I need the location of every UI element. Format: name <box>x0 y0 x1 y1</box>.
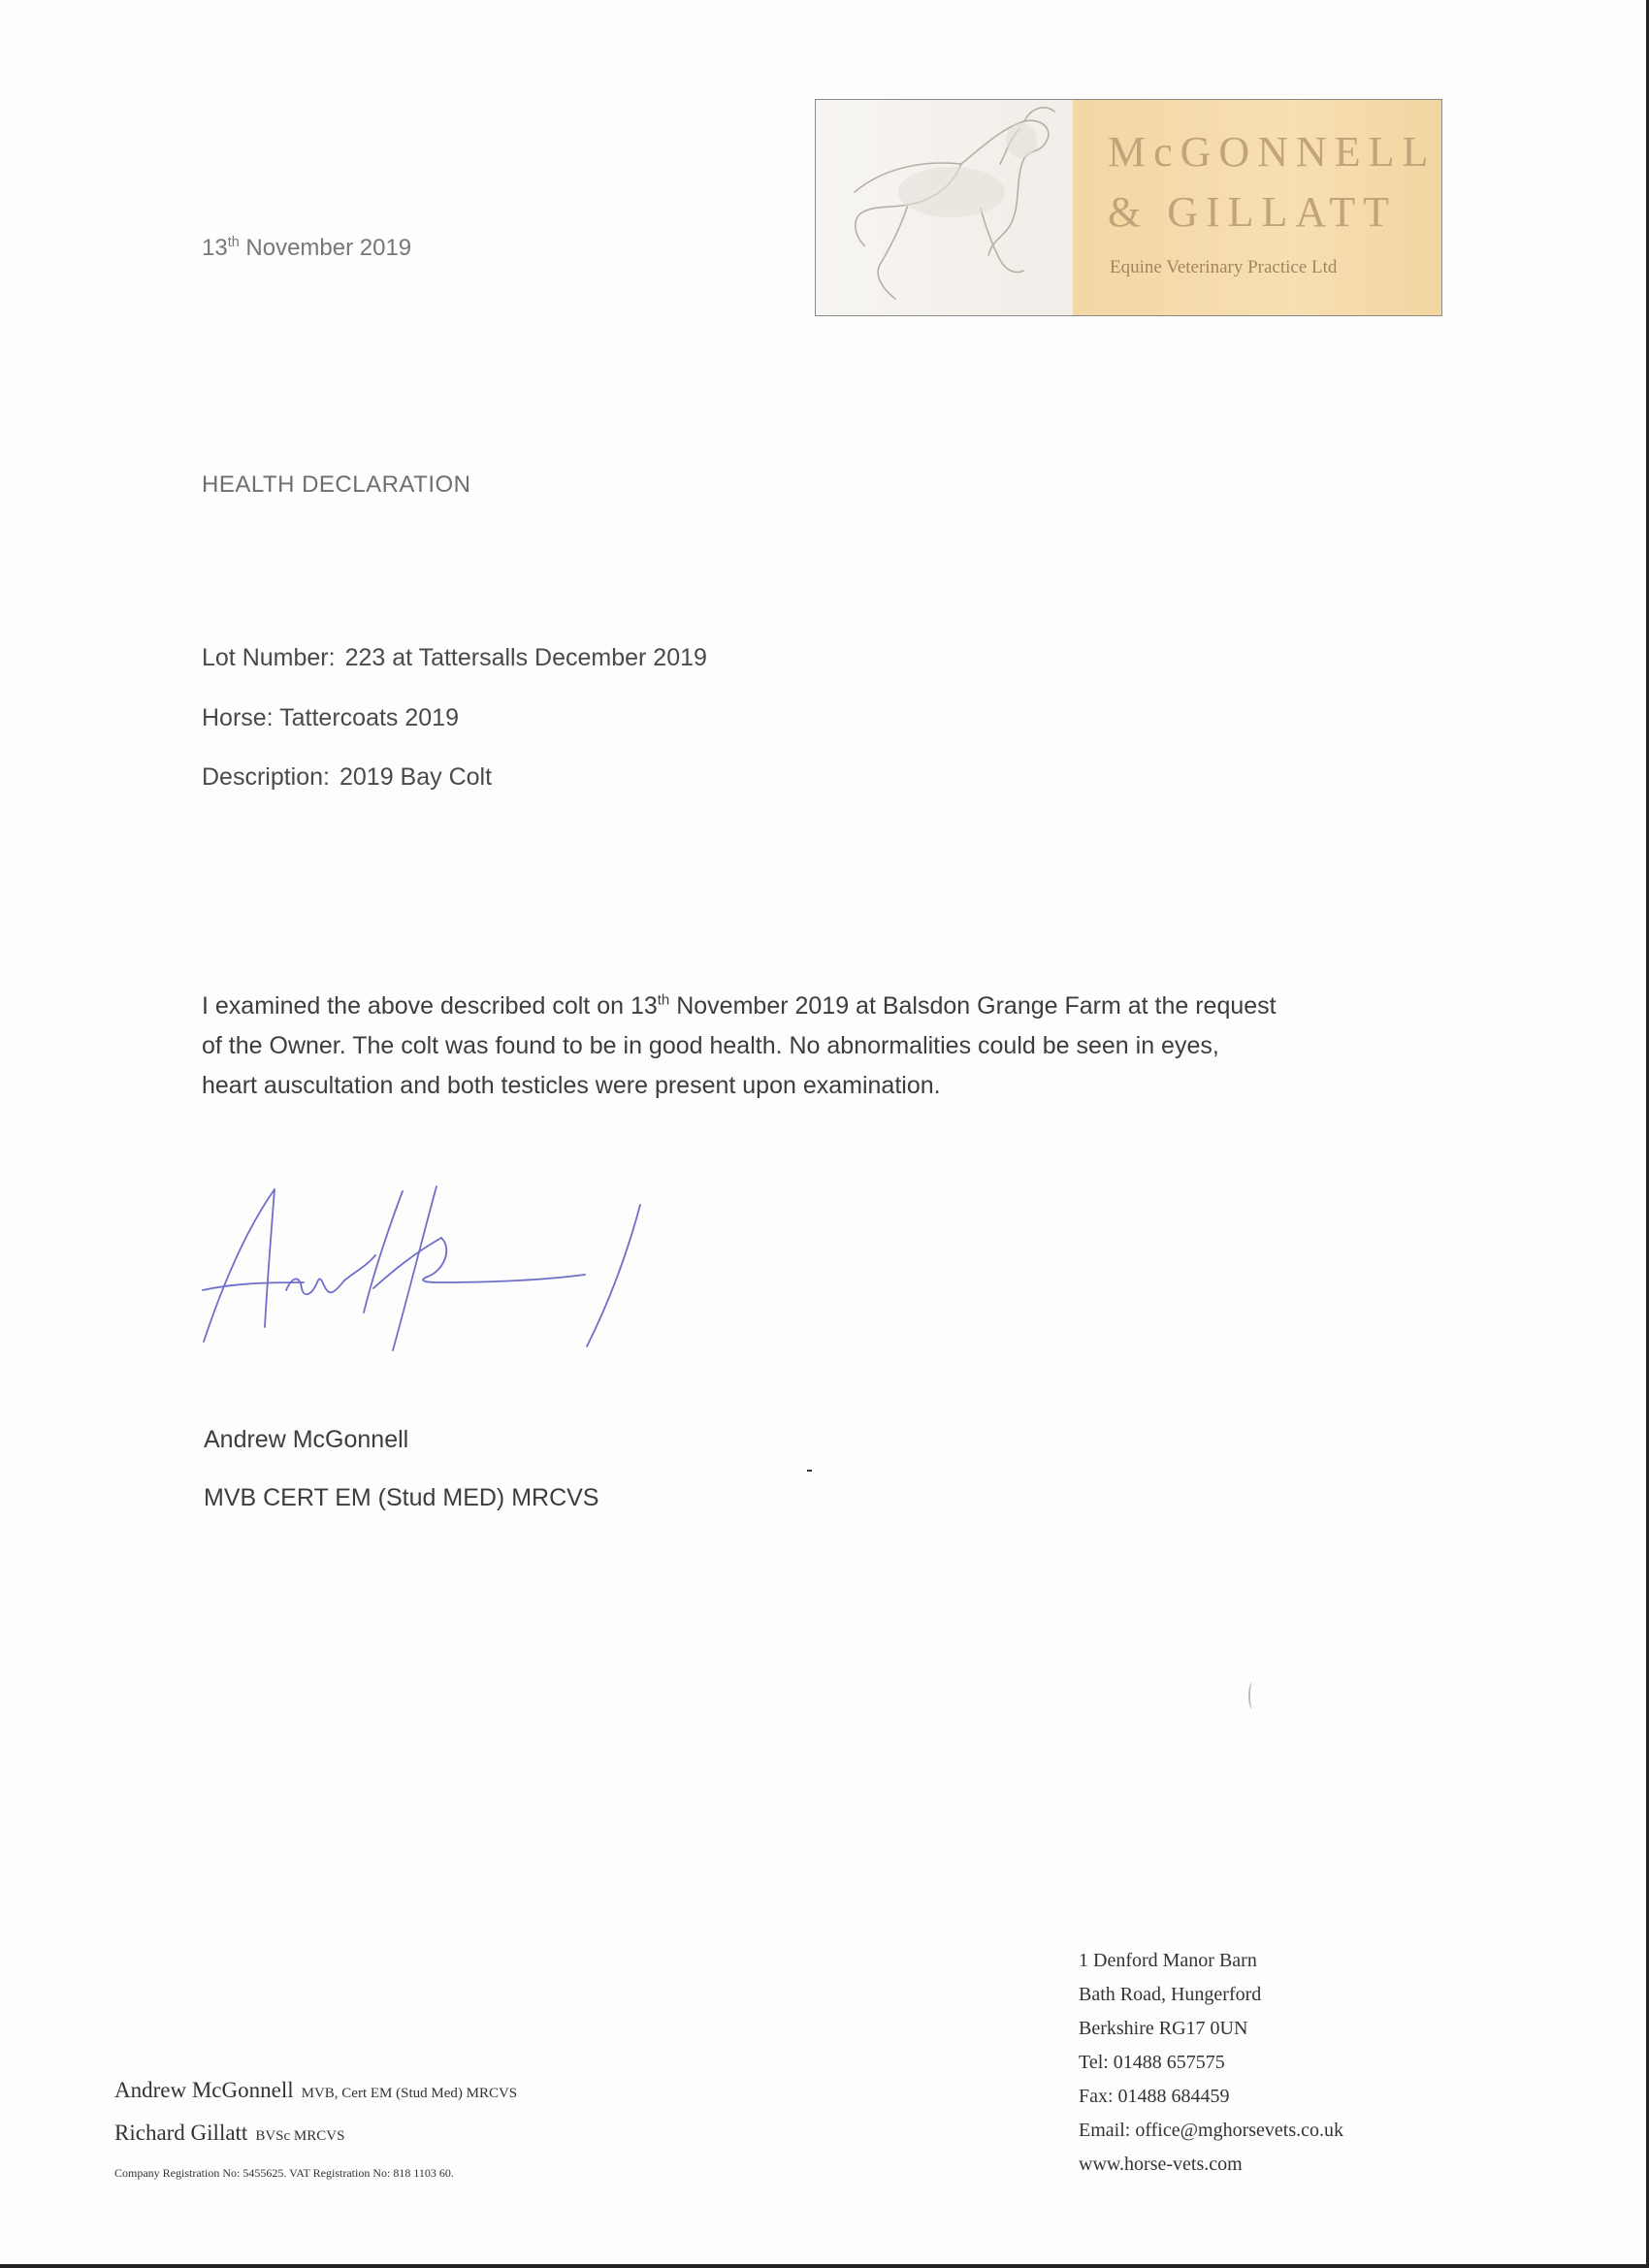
logo-name-panel <box>1073 100 1441 315</box>
logo-line-2: & GILLATT <box>1108 188 1398 236</box>
logo-line-1: McGONNELL <box>1108 128 1437 176</box>
partner-qualifications: BVSc MRCVS <box>255 2128 345 2144</box>
letterhead-logo <box>815 99 1442 316</box>
lot-value: 223 at Tattersalls December 2019 <box>344 644 707 671</box>
horse-label: Horse: <box>202 704 274 731</box>
statement-line-1-end: November 2019 at Balsdon Grange Farm at the request <box>669 992 1277 1020</box>
address-fax: Fax: 01488 684459 <box>1079 2086 1230 2107</box>
logo-subtitle: Equine Veterinary Practice Ltd <box>1110 257 1338 277</box>
address-telephone: Tel: 01488 657575 <box>1079 2052 1225 2073</box>
scan-edge-bottom <box>0 2264 1649 2268</box>
statement-line-1-start: I examined the above described colt on 13 <box>202 992 658 1020</box>
partner-row <box>114 2069 517 2112</box>
partner-name: Andrew McGonnell <box>114 2078 294 2102</box>
lot-number-field <box>202 644 707 672</box>
signatory-qualifications: MVB CERT EM (Stud MED) MRCVS <box>204 1484 599 1511</box>
description-label: Description: <box>202 763 330 791</box>
address-email[interactable]: Email: office@mghorsevets.co.uk <box>1079 2120 1343 2141</box>
statement-line-1-suffix: th <box>657 991 670 1009</box>
partner-row <box>114 2112 517 2155</box>
date-suffix: th <box>227 235 240 250</box>
scan-speck <box>807 1470 812 1472</box>
signatory-name: Andrew McGonnell <box>204 1426 409 1453</box>
statement-line-1 <box>202 987 1424 1026</box>
partner-qualifications: MVB, Cert EM (Stud Med) MRCVS <box>301 2086 518 2101</box>
description-value: 2019 Bay Colt <box>340 763 493 791</box>
scan-mark <box>1248 1682 1256 1709</box>
description-field <box>202 763 492 792</box>
statement-line-2: of the Owner. The colt was found to be in good health. No abnormalities could be seen in eyes, <box>202 1032 1219 1059</box>
letter-date <box>202 235 411 262</box>
date-day: 13 <box>202 235 228 261</box>
horse-sketch-icon <box>816 100 1073 315</box>
statement-line-3: heart auscultation and both testicles were present upon examination. <box>202 1072 941 1099</box>
lot-label: Lot Number: <box>202 644 336 671</box>
document-heading: HEALTH DECLARATION <box>202 471 471 498</box>
company-registration: Company Registration No: 5455625. VAT Registration No: 818 1103 60. <box>114 2166 454 2180</box>
horse-value: Tattercoats 2019 <box>279 704 459 731</box>
address-website[interactable]: www.horse-vets.com <box>1079 2154 1243 2175</box>
address-line-2: Bath Road, Hungerford <box>1079 1984 1262 2005</box>
address-line-1: 1 Denford Manor Barn <box>1079 1950 1257 1971</box>
practice-address <box>1079 1944 1343 2182</box>
date-rest: November 2019 <box>239 235 412 261</box>
examination-statement <box>202 987 1424 1106</box>
address-line-3: Berkshire RG17 0UN <box>1079 2018 1248 2039</box>
partner-name: Richard Gillatt <box>114 2121 248 2145</box>
handwritten-signature-icon <box>199 1182 645 1361</box>
partners-footer <box>114 2069 517 2181</box>
horse-field <box>202 704 459 732</box>
